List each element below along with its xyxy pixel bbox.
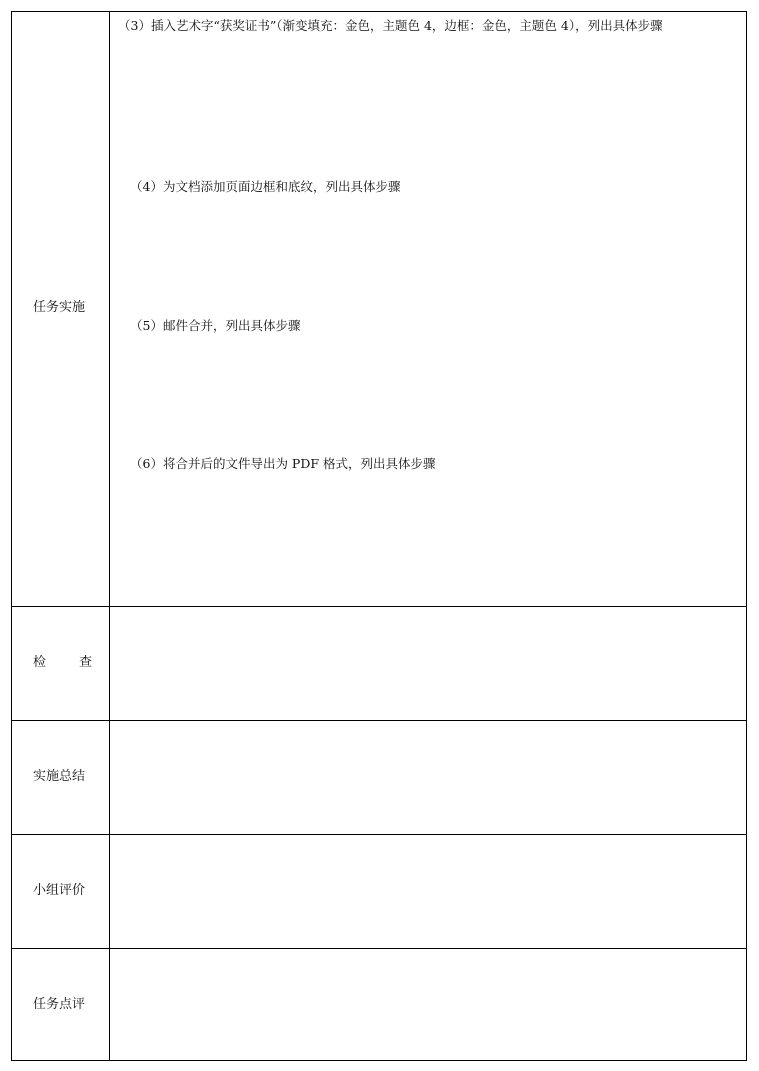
row-label: 任务实施 xyxy=(33,300,86,315)
content-cell[interactable] xyxy=(110,835,746,948)
row-label: 小组评价 xyxy=(33,883,86,898)
content-cell[interactable] xyxy=(110,12,746,606)
step-5-text: （5）邮件合并，列出具体步骤 xyxy=(130,318,301,333)
content-cell[interactable] xyxy=(110,949,746,1060)
content-cell[interactable] xyxy=(110,721,746,834)
label-cell xyxy=(12,949,110,1060)
row-label: 实施总结 xyxy=(33,769,86,784)
row-group-evaluation xyxy=(12,834,746,948)
label-cell xyxy=(12,721,110,834)
row-task-review xyxy=(12,948,746,1060)
step-3-text: （3）插入艺术字“获奖证书”（渐变填充：金色，主题色 4，边框：金色，主题色 4），列出具体步骤 xyxy=(118,18,663,33)
row-check xyxy=(12,606,746,720)
label-cell xyxy=(12,835,110,948)
step-4-text: （4）为文档添加页面边框和底纹，列出具体步骤 xyxy=(130,179,401,194)
row-label: 任务点评 xyxy=(33,997,86,1012)
row-task-implementation xyxy=(12,12,746,606)
content-cell[interactable] xyxy=(110,607,746,720)
label-cell xyxy=(12,607,110,720)
step-6-text: （6）将合并后的文件导出为 PDF 格式，列出具体步骤 xyxy=(130,456,436,471)
task-form-table xyxy=(11,11,747,1061)
row-implementation-summary xyxy=(12,720,746,834)
row-label: 检 查 xyxy=(33,655,93,670)
label-cell xyxy=(12,12,110,606)
